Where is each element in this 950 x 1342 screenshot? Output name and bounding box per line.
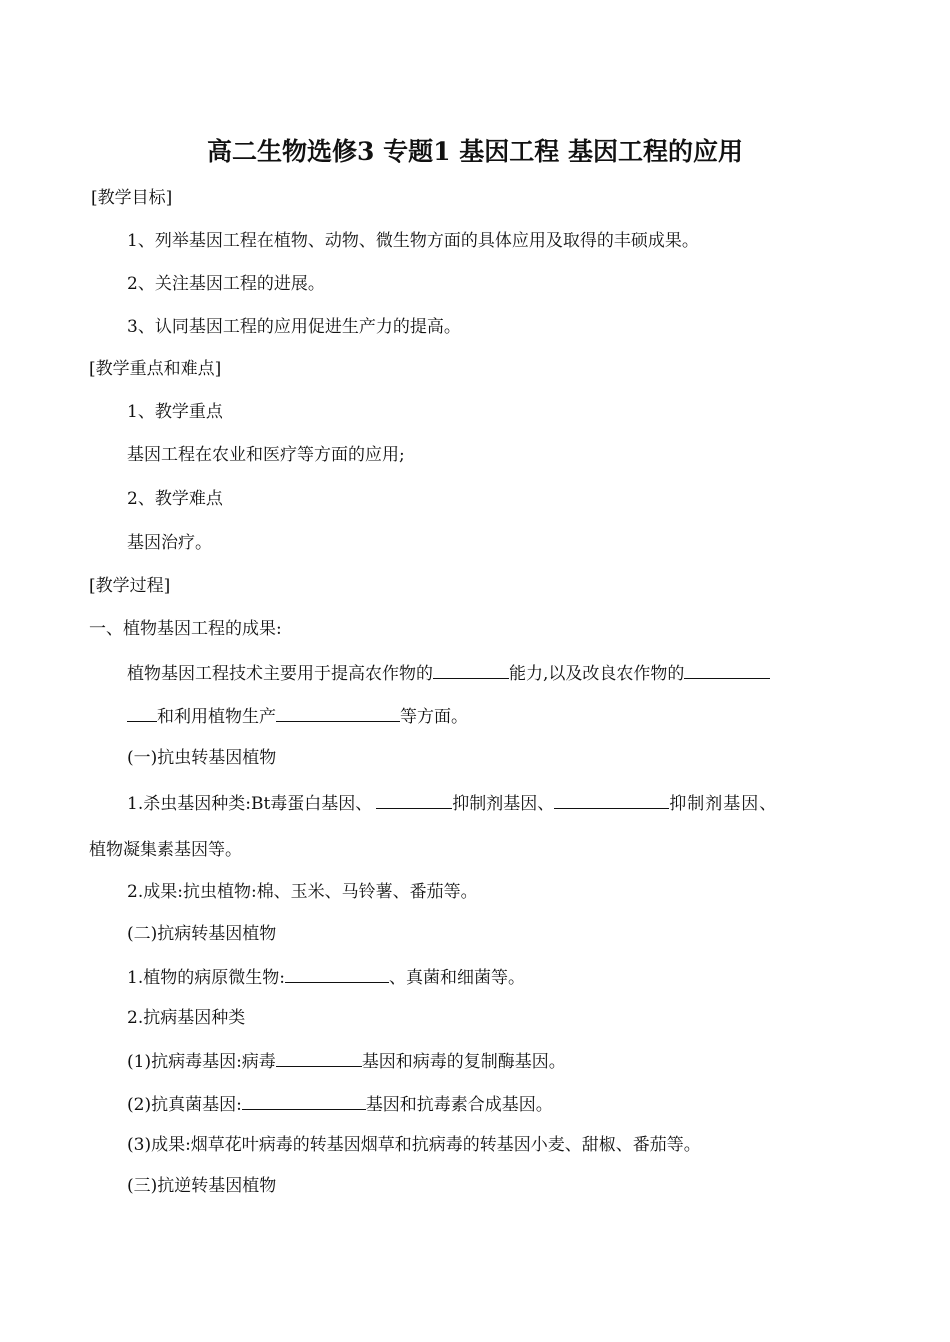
difficulty-label: 2、教学难点 (127, 489, 223, 509)
sub2-item2: 2.抗病基因种类 (127, 1008, 246, 1028)
fill-blank[interactable] (554, 790, 669, 809)
sub2-item3 (127, 1048, 566, 1074)
sub2-heading: (二)抗病转基因植物 (127, 924, 277, 944)
sub2-item4-text: (2)抗真菌基因: (127, 1095, 242, 1115)
sub1-item1 (127, 790, 777, 816)
intro-text: 等方面。 (400, 707, 468, 727)
focus-label: 1、教学重点 (127, 402, 223, 422)
page-title: 高二生物选修3 专题1 基因工程 基因工程的应用 (207, 137, 743, 166)
fill-blank[interactable] (242, 1091, 366, 1110)
intro-text: 植物基因工程技术主要用于提高农作物的 (127, 664, 433, 684)
sub1-item1-cont: 植物凝集素基因等。 (89, 840, 242, 860)
objective-item: 3、认同基因工程的应用促进生产力的提高。 (127, 317, 461, 337)
intro-text: 和利用植物生产 (157, 707, 276, 727)
focus-text: 基因工程在农业和医疗等方面的应用; (127, 445, 405, 465)
sub2-item1 (127, 964, 525, 990)
intro-line-1 (127, 660, 770, 686)
sub2-item1-text: 1.植物的病原微生物: (127, 968, 285, 988)
key-points-heading: [教学重点和难点] (89, 359, 222, 379)
sub2-item5: (3)成果:烟草花叶病毒的转基因烟草和抗病毒的转基因小麦、甜椒、番茄等。 (127, 1135, 701, 1155)
sub2-item4-text: 基因和抗毒素合成基因。 (365, 1095, 553, 1115)
objectives-heading: [教学目标] (91, 188, 173, 208)
sub1-item2: 2.成果:抗虫植物:棉、玉米、马铃薯、番茄等。 (127, 882, 478, 902)
sub1-item1-text: 抑制剂基因、 (669, 794, 778, 814)
fill-blank[interactable] (684, 660, 770, 679)
objective-item: 1、列举基因工程在植物、动物、微生物方面的具体应用及取得的丰硕成果。 (127, 231, 699, 251)
sub2-item3-text: 基因和病毒的复制酶基因。 (361, 1052, 566, 1072)
fill-blank[interactable] (276, 1048, 362, 1067)
fill-blank[interactable] (276, 703, 400, 722)
sub1-item1-text: 抑制剂基因、 (452, 794, 555, 814)
sub1-item1-text: 1.杀虫基因种类:Bt毒蛋白基因、 (127, 794, 373, 814)
section1-heading: 一、植物基因工程的成果: (89, 619, 282, 639)
sub3-heading: (三)抗逆转基因植物 (127, 1176, 277, 1196)
difficulty-text: 基因治疗。 (127, 533, 212, 553)
fill-blank[interactable] (433, 660, 509, 679)
intro-text: 能力,以及改良农作物的 (509, 664, 685, 684)
fill-blank[interactable] (285, 964, 389, 983)
sub2-item4 (127, 1091, 553, 1117)
process-heading: [教学过程] (89, 576, 171, 596)
intro-line-2 (127, 703, 468, 729)
sub2-item3-text: (1)抗病毒基因:病毒 (127, 1052, 276, 1072)
fill-blank[interactable] (127, 703, 157, 722)
sub1-heading: (一)抗虫转基因植物 (127, 748, 277, 768)
sub2-item1-text: 、真菌和细菌等。 (388, 968, 525, 988)
fill-blank[interactable] (376, 790, 452, 809)
objective-item: 2、关注基因工程的进展。 (127, 274, 325, 294)
